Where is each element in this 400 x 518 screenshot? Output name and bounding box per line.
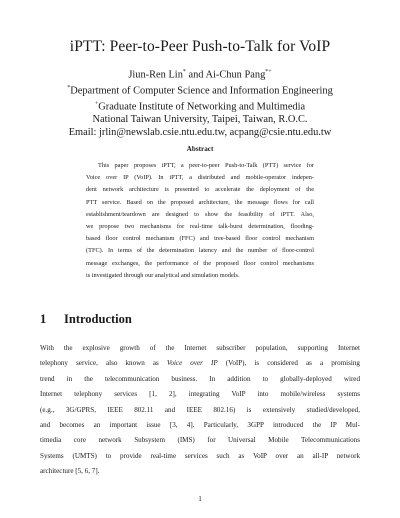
body-line: architecture [5, 6, 7]. (40, 467, 100, 476)
author-names (0, 66, 400, 82)
body-text-run: telephony service, also known as (40, 359, 167, 368)
abstract-heading: Abstract (186, 145, 214, 153)
abstract-line: Voice over IP (VoIP). In iPTT, a distributed and mobile-operator indepen- (86, 174, 314, 182)
introduction-body (40, 341, 360, 480)
author-1: Jiun-Ren Lin (128, 69, 183, 81)
abstract-line: we propose two mechanisms for real-time talk-burst determination, flooding- (86, 222, 314, 230)
body-italic-term: Voice over IP (166, 359, 218, 368)
affiliation-2-marker: + (94, 101, 99, 108)
abstract-line: based floor control mechanism (FFC) and tree-based floor control mechanism (86, 235, 314, 243)
author-1-marker: * (182, 69, 186, 75)
abstract-line: This paper proposes iPTT, a peer-to-peer Push-to-Talk (PTT) service for (98, 162, 314, 169)
body-line: timedia core network Subsystem (IMS) for Universal Mobile Telecommunications (40, 436, 360, 445)
affiliation-1: Department of Computer Science and Information Engineering (70, 85, 333, 97)
body-text-run: (VoIP), is considered as a promising (217, 359, 360, 368)
abstract-line: message exchanges, the performance of the proposed floor control mechanisms (86, 259, 314, 267)
abstract-body (86, 160, 314, 282)
body-line: With the explosive growth of the Internet subscriber population, supporting Internet (40, 344, 360, 352)
affiliation-2-line (0, 98, 400, 114)
author-2: and Ai-Chun Pang (185, 69, 266, 81)
body-line: (e.g., 3G/GPRS, IEEE 802.11 and IEEE 802.16) is extensively studied/developed, (40, 405, 360, 414)
affiliation-1-marker: * (67, 85, 71, 92)
abstract-line: (TFC). In terms of the determination latency and the number of floor-control (86, 247, 314, 255)
section-number: 1 (40, 312, 47, 326)
body-line: Systems (UMTS) to provide real-time services such as VoIP over an all-IP network (40, 451, 360, 460)
body-line (40, 356, 360, 371)
author-email: Email: jrlin@newslab.csie.ntu.edu.tw, acpang@csie.ntu.edu.tw (68, 126, 332, 138)
affiliation-1-line (0, 82, 400, 98)
body-line: Internet telephony services [1, 2], integrating VoIP into mobile/wireless systems (40, 390, 360, 399)
affiliation-3: National Taiwan University, Taipei, Taiwan, R.O.C. (92, 114, 308, 126)
paper-title: iPTT: Peer-to-Peer Push-to-Talk for VoIP (69, 38, 331, 55)
section-title: Introduction (64, 312, 132, 326)
author-block (0, 66, 400, 139)
section-heading (40, 312, 132, 327)
body-line: and becomes an important issue [3, 4]. Particularly, 3GPP introduced the IP Mul- (40, 420, 360, 429)
author-2-marker: *+ (265, 69, 272, 75)
abstract-line: PTT service. Based on the proposed architecture, the message flows for call (86, 198, 314, 206)
body-line: trend in the telecommunication business. In addition to globally-deployed wired (40, 374, 360, 383)
abstract-line: dent network architecture is presented to accelerate the deployment of the (86, 186, 314, 194)
page-number: 1 (198, 495, 202, 503)
abstract-line: is investigated through our analytical and simulation models. (86, 271, 240, 279)
abstract-line: establishment/teardown are designed to show the feasibility of iPTT. Also, (86, 210, 314, 218)
affiliation-2: Graduate Institute of Networking and Multimedia (98, 101, 306, 113)
